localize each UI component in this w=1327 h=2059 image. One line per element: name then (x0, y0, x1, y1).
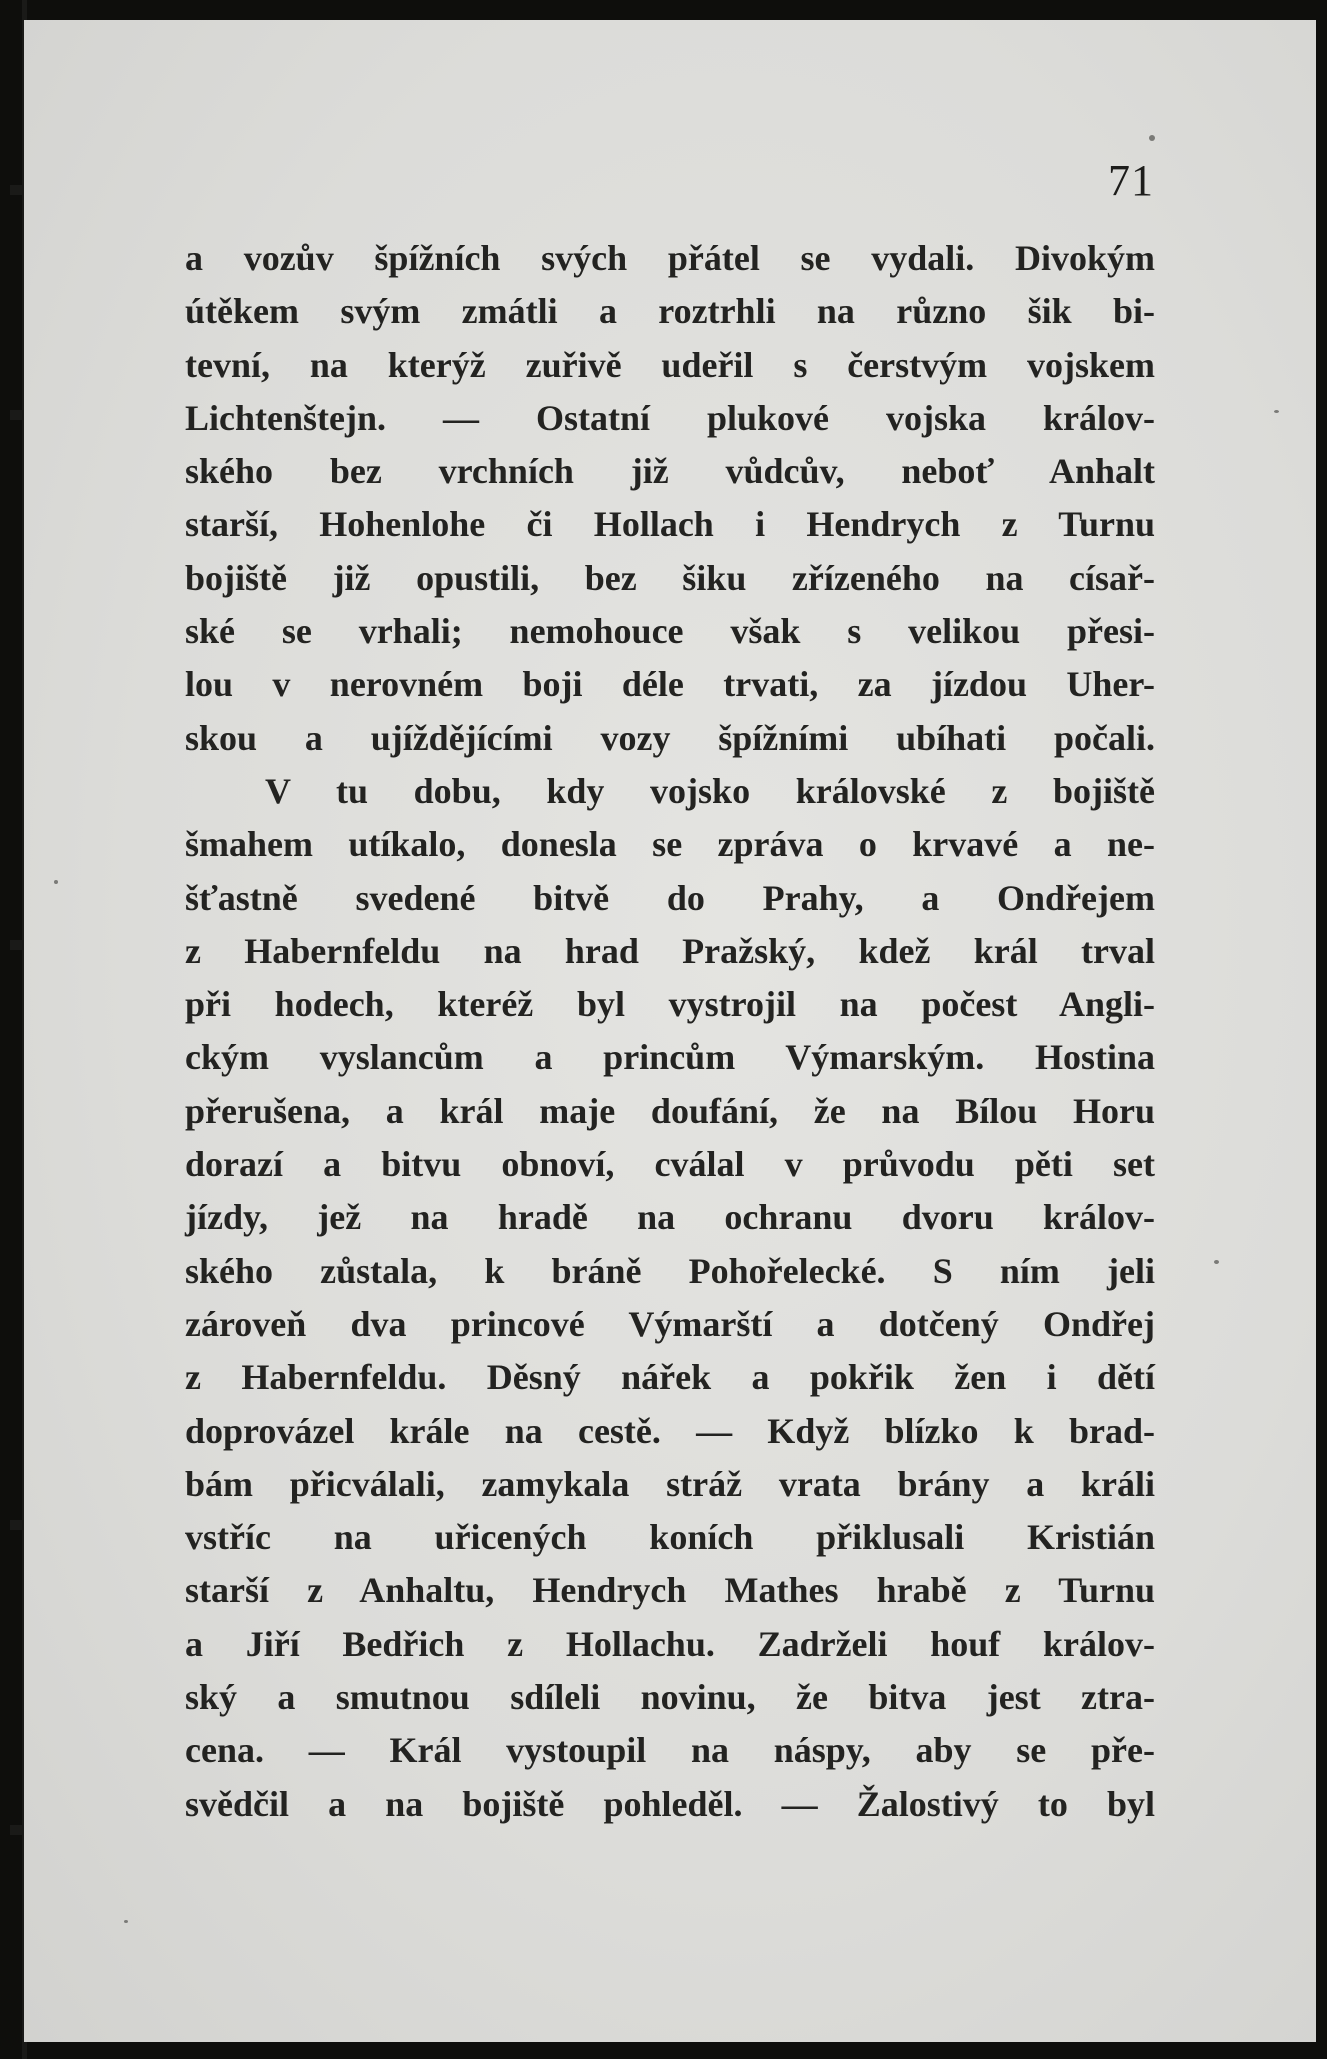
text-line: přerušena, a král maje doufání, že na Bílou Horu (185, 1090, 1155, 1131)
text-line: zároveň dva princové Výmarští a dotčený Ondřej (185, 1303, 1155, 1344)
text-line: lou v nerovném boji déle trvati, za jízdou Uher- (185, 664, 1155, 705)
text-line: svědčil a na bojiště pohleděl. — Žalostivý to byl (185, 1783, 1155, 1824)
page-number: 71 (1108, 156, 1154, 205)
text-line: jízdy, jež na hradě na ochranu dvoru králov- (185, 1197, 1155, 1238)
text-line: starší z Anhaltu, Hendrych Mathes hrabě z Turnu (185, 1570, 1155, 1611)
text-line: bám přicválali, zamykala stráž vrata brány a králi (185, 1463, 1155, 1504)
text-line: z Habernfeldu. Děsný nářek a pokřik žen i dětí (185, 1357, 1155, 1398)
body-text (185, 232, 1155, 1831)
paper-speck (1214, 1260, 1219, 1264)
paper-speck (54, 880, 58, 884)
text-line: ského zůstala, k bráně Pohořelecké. S ním jeli (185, 1250, 1155, 1291)
text-line: a Jiří Bedřich z Hollachu. Zadrželi houf králov- (185, 1623, 1155, 1664)
text-line: a vozův špížních svých přátel se vydali. Divokým (185, 238, 1155, 278)
text-line: doprovázel krále na cestě. — Když blízko k brad- (185, 1410, 1155, 1451)
paper-speck (124, 1920, 128, 1923)
text-line: ské se vrhali; nemohouce však s velikou přesi- (185, 611, 1155, 652)
text-line: dorazí a bitvu obnoví, cválal v průvodu pěti set (185, 1144, 1155, 1185)
text-line: tevní, na kterýž zuřivě udeřil s čerstvým vojskem (185, 344, 1155, 385)
text-line: starší, Hohenlohe či Hollach i Hendrych z Turnu (185, 504, 1155, 545)
text-line: z Habernfeldu na hrad Pražský, kdež král trval (185, 930, 1155, 971)
text-line: V tu dobu, kdy vojsko královské z bojiště (265, 770, 1155, 811)
text-line: šmahem utíkalo, donesla se zpráva o krvavé a ne- (185, 824, 1155, 865)
text-line: bojiště již opustili, bez šiku zřízeného na císař- (185, 557, 1155, 598)
paper-speck (1149, 135, 1155, 141)
text-line: ský a smutnou sdíleli novinu, že bitva jest ztra- (185, 1677, 1155, 1718)
text-line: skou a ujíždějícími vozy špížními ubíhati počali. (185, 717, 1155, 758)
text-line: ského bez vrchních již vůdcův, neboť Anhalt (185, 451, 1155, 492)
text-line: šťastně svedené bitvě do Prahy, a Ondřejem (185, 877, 1155, 918)
text-line: Lichtenštejn. — Ostatní plukové vojska králov- (185, 397, 1155, 438)
text-line: ckým vyslancům a princům Výmarským. Hostina (185, 1037, 1155, 1078)
text-line: cena. — Král vystoupil na náspy, aby se pře- (185, 1730, 1155, 1771)
text-line: při hodech, kteréž byl vystrojil na počest Angli- (185, 984, 1155, 1025)
text-line: vstříc na uřicených koních přiklusali Kristián (185, 1517, 1155, 1558)
text-line: útěkem svým zmátli a roztrhli na různo šik bi- (185, 291, 1155, 332)
paper-speck (1274, 410, 1279, 413)
